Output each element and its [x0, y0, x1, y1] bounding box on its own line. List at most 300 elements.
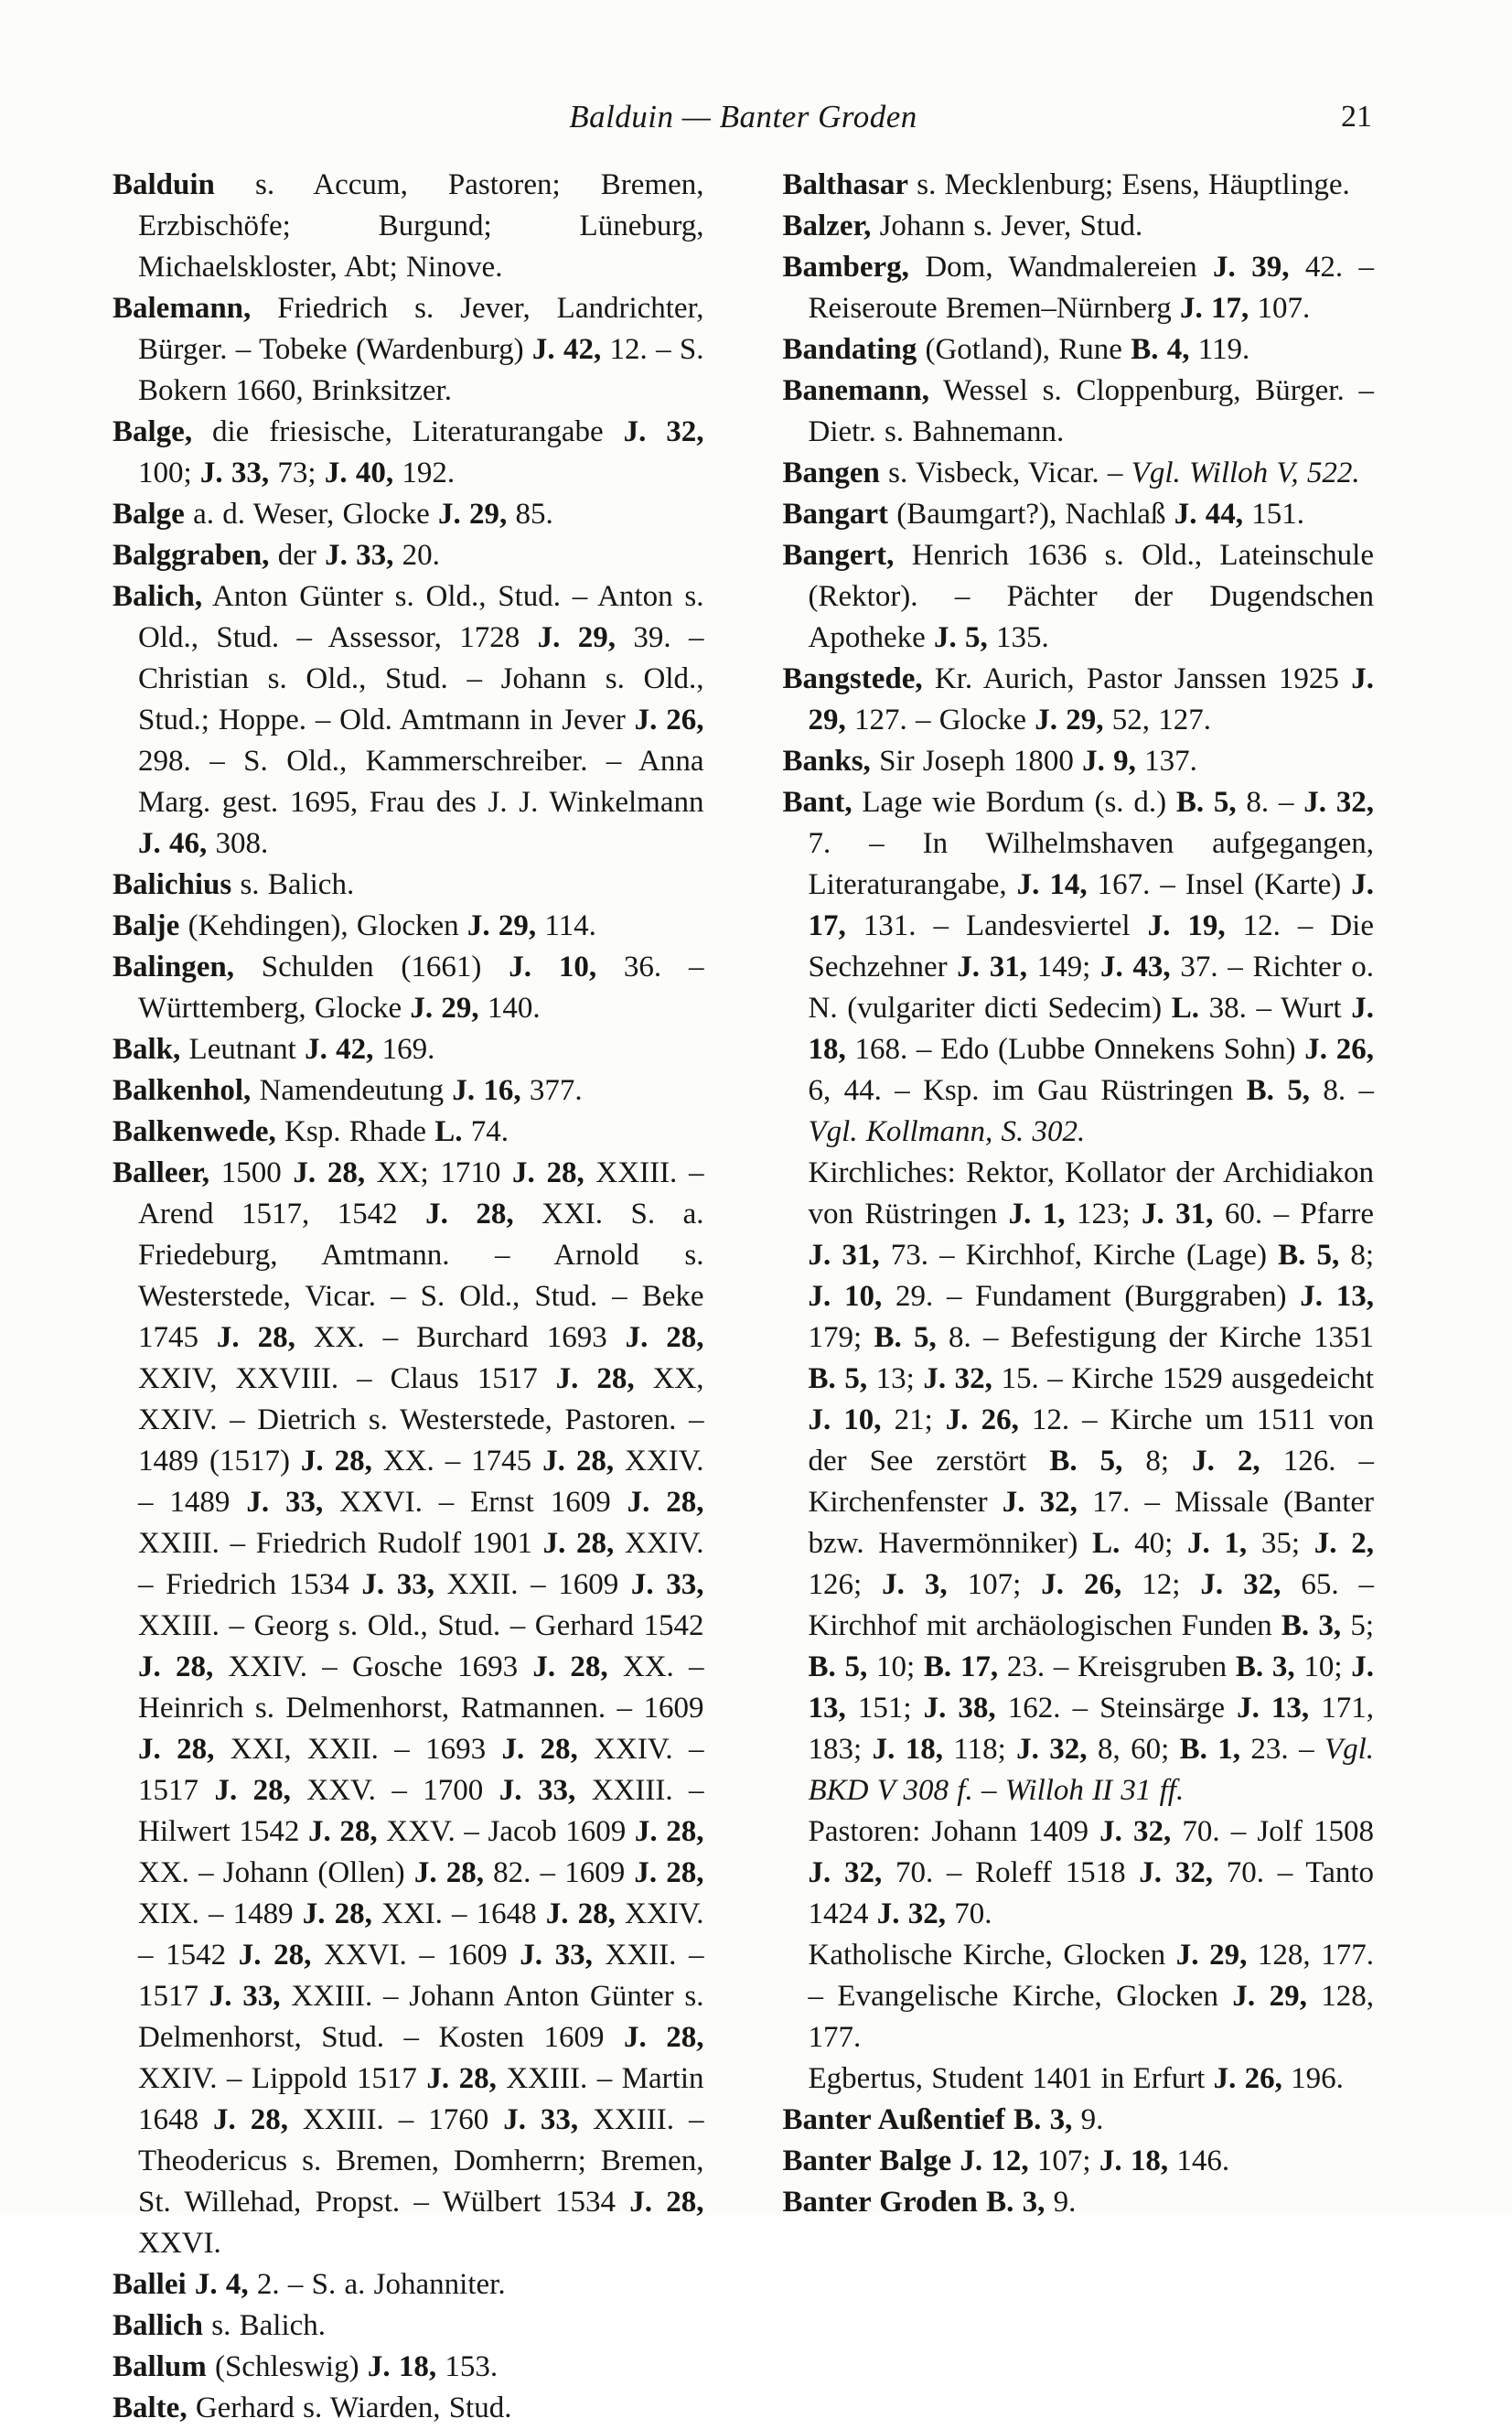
text-run: Balk,: [113, 1033, 181, 1066]
text-run: Johann s. Jever, Stud.: [871, 210, 1143, 242]
text-run: Balje: [113, 909, 180, 942]
text-run: 151;: [845, 1692, 924, 1725]
text-run: B. 5,: [1175, 786, 1237, 819]
text-run: Ballum: [113, 2350, 207, 2383]
text-run: 74.: [462, 1115, 509, 1148]
text-run: Balingen,: [113, 951, 234, 983]
text-run: Vgl. Kollmann, S. 302.: [808, 1115, 1086, 1148]
text-run: Ksp. Rhade: [275, 1115, 435, 1148]
index-entry: [113, 2388, 704, 2429]
text-run: Balkenhol,: [113, 1074, 252, 1107]
text-run: 107;: [947, 1568, 1042, 1601]
text-run: J. 33,: [520, 1939, 593, 1972]
text-run: Balemann,: [113, 292, 252, 325]
text-run: J. 18,: [872, 1733, 943, 1766]
index-entry: [113, 165, 704, 288]
text-run: J. 28,: [542, 1527, 615, 1560]
text-run: Pastoren: Johann 1409: [808, 1815, 1100, 1848]
text-run: Anton Günter s. Old., Stud. – Anton s. Old., Stud. – Assessor, 1728: [138, 580, 704, 654]
text-run: 131. – Landesviertel: [845, 909, 1148, 942]
column-left: [113, 165, 704, 2429]
text-run: J. 28,: [542, 1445, 615, 1478]
text-run: XXIII. – Georg s. Old., Stud. – Gerhard 1542: [138, 1609, 704, 1642]
text-run: J. 29,: [1035, 704, 1104, 736]
text-run: J. 13,: [1300, 1280, 1375, 1313]
text-run: 118;: [942, 1733, 1017, 1766]
text-run: 8;: [1339, 1239, 1375, 1272]
text-run: J. 28,: [634, 1856, 704, 1889]
text-run: 168. – Edo (Lubbe Onnekens Sohn): [845, 1033, 1305, 1066]
text-run: 12. – S. Bokern 1660, Brinksitzer.: [138, 333, 704, 407]
text-run: 10;: [867, 1650, 924, 1683]
text-run: J. 18,: [808, 992, 1374, 1066]
text-run: Kirchliches: Rektor, Kollator der Archidiakon von Rüstringen: [808, 1156, 1374, 1231]
text-run: J. 33,: [503, 2103, 579, 2136]
text-run: 17. – Missale (Banter bzw. Havermönniker): [808, 1486, 1375, 1560]
text-run: XXI. S. a. Friedeburg, Amtmann. – Arnold s. Westerstede, Vicar. – S. Old., Stud. – Beke 1745: [138, 1198, 704, 1354]
text-run: s. Accum, Pastoren; Bremen, Erzbischöfe; Burgund; Lüneburg, Michaelskloster, Abt; Ninove.: [138, 168, 704, 284]
text-run: 9.: [1045, 2186, 1077, 2219]
text-run: 37. – Richter o. N. (vulgariter dicti Sedecim): [808, 951, 1375, 1025]
text-run: J. 40,: [324, 457, 394, 489]
index-entry: [113, 535, 704, 576]
text-run: J. 28,: [413, 1856, 484, 1889]
text-run: 73. – Kirchhof, Kirche (Lage): [879, 1239, 1279, 1272]
text-run: Bamberg,: [782, 251, 909, 284]
text-run: J. 28,: [501, 1733, 578, 1766]
text-run: s. Balich.: [203, 2309, 327, 2342]
text-run: 126. – Kirchenfenster: [808, 1445, 1375, 1519]
text-run: Balge: [113, 498, 185, 531]
index-entry: [783, 2141, 1375, 2182]
text-run: 21;: [881, 1403, 946, 1436]
text-run: J. 28,: [634, 1815, 704, 1848]
text-run: 162. – Steinsärge: [995, 1692, 1238, 1725]
text-run: 9.: [1072, 2103, 1104, 2136]
text-run: XXIII. – Johann Anton Günter s. Delmenhorst, Stud. – Kosten 1609: [138, 1980, 704, 2054]
text-run: J. 9,: [1082, 745, 1136, 778]
text-run: B. 5,: [1049, 1445, 1123, 1478]
text-run: 114.: [536, 909, 596, 942]
text-run: XXIV. – Gosche 1693: [213, 1650, 533, 1683]
text-run: B. 3,: [1281, 1609, 1342, 1642]
text-run: 169.: [373, 1033, 435, 1066]
text-run: J. 13,: [1237, 1692, 1310, 1725]
entry-sub-paragraph: [783, 1153, 1375, 1811]
text-run: 298. – S. Old., Kammerschreiber. – Anna Marg. gest. 1695, Frau des J. J. Winkelmann: [138, 745, 704, 819]
text-run: J. 16,: [452, 1074, 521, 1107]
text-run: J. 28,: [426, 2062, 497, 2095]
text-run: 35;: [1247, 1527, 1314, 1560]
text-run: XX; 1710: [365, 1156, 513, 1189]
text-run: 377.: [520, 1074, 583, 1107]
text-run: die friesische, Literaturangabe: [192, 415, 624, 448]
text-run: (Baumgart?), Nachlaß: [888, 498, 1174, 531]
text-run: J. 1,: [1186, 1527, 1248, 1560]
text-run: J. 32,: [1016, 1733, 1088, 1766]
text-run: B. 17,: [923, 1650, 999, 1683]
text-run: J. 43,: [1099, 951, 1171, 983]
text-run: J. 28,: [214, 1774, 291, 1807]
text-run: 40;: [1120, 1527, 1187, 1560]
text-run: 128, 177. – Evangelische Kirche, Glocken: [808, 1939, 1375, 2013]
text-run: B. 5,: [808, 1650, 868, 1683]
text-run: J. 17,: [808, 868, 1374, 942]
text-run: 146.: [1168, 2144, 1230, 2177]
text-run: J. 1,: [1008, 1198, 1066, 1231]
index-entry: [783, 247, 1375, 329]
text-run: B. 5,: [874, 1321, 937, 1354]
text-run: J. 29,: [437, 498, 508, 531]
text-run: J. 39,: [1213, 251, 1290, 284]
text-run: J. 26,: [1213, 2062, 1282, 2095]
text-run: Ballich: [113, 2309, 204, 2342]
text-run: J. 32,: [1099, 1815, 1172, 1848]
text-run: 196.: [1281, 2062, 1344, 2095]
text-run: 29. – Fundament (Burggraben): [882, 1280, 1301, 1313]
text-run: J. 32,: [923, 1362, 992, 1395]
text-run: Bangart: [782, 498, 888, 531]
text-run: 10;: [1294, 1650, 1352, 1683]
text-run: J. 28,: [216, 1321, 295, 1354]
text-run: J. 28,: [212, 2103, 288, 2136]
text-run: 38. – Wurt: [1199, 992, 1352, 1025]
text-run: B. 5,: [808, 1362, 868, 1395]
text-run: J. 29,: [466, 909, 537, 942]
text-run: J. 31,: [957, 951, 1027, 983]
text-run: 65. – Kirchhof mit archäologischen Funden: [808, 1568, 1375, 1642]
text-run: XXVI. – 1609: [311, 1939, 520, 1972]
text-run: XXVI.: [138, 2227, 221, 2260]
text-run: Bangert,: [782, 539, 895, 572]
text-run: XXIII. – 1760: [287, 2103, 504, 2136]
text-run: 153.: [436, 2350, 499, 2383]
text-run: XXIII. – Hilwert 1542: [138, 1774, 704, 1848]
index-entry: [113, 1153, 704, 2264]
text-run: Banter Groden B. 3,: [782, 2186, 1046, 2219]
index-entry: [783, 659, 1375, 741]
text-run: J. 28,: [555, 1362, 635, 1395]
text-run: XX. – Johann (Ollen): [138, 1856, 414, 1889]
text-run: Bant,: [782, 786, 853, 819]
text-run: J. 33,: [199, 457, 270, 489]
text-run: J. 29,: [537, 621, 617, 654]
text-run: 8;: [1122, 1445, 1193, 1478]
text-run: 140.: [478, 992, 541, 1025]
text-run: J. 32,: [1303, 786, 1375, 819]
text-run: 123;: [1065, 1198, 1142, 1231]
text-run: Banemann,: [782, 374, 929, 407]
text-run: J. 28,: [308, 1815, 378, 1848]
text-run: Banks,: [782, 745, 871, 778]
text-run: J. 33,: [325, 539, 394, 572]
text-run: J. 32,: [1139, 1856, 1214, 1889]
text-run: L.: [1092, 1527, 1121, 1560]
text-run: Namendeutung: [251, 1074, 453, 1107]
text-run: J. 28,: [545, 1897, 616, 1930]
index-columns: [113, 165, 1374, 2429]
text-run: 70.: [946, 1897, 992, 1930]
text-run: J. 29,: [410, 992, 479, 1025]
text-run: der: [269, 539, 326, 572]
text-run: J. 10,: [509, 951, 597, 983]
text-run: Dom, Wandmalereien: [908, 251, 1214, 284]
text-run: B. 1,: [1179, 1733, 1241, 1766]
text-run: (Gotland), Rune: [917, 333, 1131, 366]
text-run: 12;: [1121, 1568, 1201, 1601]
text-run: J. 38,: [923, 1692, 996, 1725]
text-run: B. 4,: [1131, 333, 1190, 366]
text-run: 85.: [507, 498, 553, 531]
text-run: 135.: [987, 621, 1049, 654]
text-run: XXV. – Jacob 1609: [377, 1815, 635, 1848]
text-run: J. 29,: [808, 662, 1374, 736]
text-run: J. 28,: [300, 1445, 372, 1478]
text-run: XXVI. – Ernst 1609: [323, 1486, 627, 1519]
text-run: XX. – 1745: [371, 1445, 543, 1478]
text-run: XXII. – 1517: [138, 1939, 704, 2013]
text-run: J. 29,: [1232, 1980, 1307, 2013]
text-run: J. 28,: [425, 1198, 514, 1231]
text-run: J. 33,: [361, 1568, 434, 1601]
index-entry: [783, 165, 1375, 206]
index-entry: [783, 453, 1375, 494]
text-run: J. 18,: [367, 2350, 437, 2383]
text-run: 60. – Pfarre: [1213, 1198, 1375, 1231]
index-entry: [113, 412, 704, 494]
text-run: 36. – Württemberg, Glocke: [138, 951, 704, 1025]
entry-sub-paragraph: [783, 1811, 1375, 1935]
index-entry: [113, 947, 704, 1029]
text-run: J. 3,: [882, 1568, 948, 1601]
text-run: Friedrich s. Jever, Landrichter, Bürger. – Tobeke (Wardenburg): [138, 292, 704, 366]
index-entry: [113, 288, 704, 412]
column-right: [783, 165, 1375, 2429]
text-run: 8. –: [1236, 786, 1304, 819]
text-run: Balduin: [113, 168, 215, 201]
text-run: 70. – Tanto 1424: [808, 1856, 1375, 1930]
text-run: J. 13,: [808, 1650, 1375, 1725]
text-run: XXIV. – Friedrich 1534: [138, 1527, 704, 1601]
text-run: J. 32,: [876, 1897, 946, 1930]
text-run: 12. – Kirche um 1511 von der See zerstört: [808, 1403, 1375, 1478]
text-run: XXIV, XXVIII. – Claus 1517: [138, 1362, 556, 1395]
text-run: J. 2,: [1314, 1527, 1375, 1560]
text-run: 171, 183;: [808, 1692, 1374, 1766]
text-run: XXV. – 1700: [290, 1774, 499, 1807]
text-run: J. 29,: [1175, 1939, 1248, 1972]
text-run: XXIII. – Arend 1517, 1542: [138, 1156, 704, 1231]
index-entry: [113, 2347, 704, 2388]
index-entry: [783, 329, 1375, 371]
index-entry: [113, 2264, 704, 2305]
text-run: J. 32,: [623, 415, 704, 448]
text-run: XXII. – 1609: [434, 1568, 631, 1601]
index-entry: [113, 865, 704, 906]
text-run: Ballei J. 4,: [113, 2268, 249, 2301]
text-run: XXIII. – Friedrich Rudolf 1901: [138, 1527, 543, 1560]
text-run: Schulden (1661): [233, 951, 509, 983]
text-run: J. 42,: [305, 1033, 374, 1066]
entry-sub-paragraph: [783, 1935, 1375, 2058]
text-run: 126;: [808, 1568, 883, 1601]
index-entry: [783, 206, 1375, 247]
text-run: J. 32,: [1200, 1568, 1281, 1601]
text-run: XXIV. – 1489: [138, 1445, 704, 1519]
text-run: J. 28,: [138, 1650, 214, 1683]
text-run: a. d. Weser, Glocke: [184, 498, 438, 531]
text-run: J. 31,: [1142, 1198, 1214, 1231]
text-run: 2. – S. a. Johanniter.: [248, 2268, 506, 2301]
text-run: XXIV. – 1542: [138, 1897, 704, 1972]
text-run: XXIV. – Lippold 1517: [138, 2062, 427, 2095]
text-run: L.: [434, 1115, 463, 1148]
text-run: 149;: [1026, 951, 1100, 983]
text-run: Balich,: [113, 580, 203, 613]
text-run: B. 5,: [1246, 1074, 1311, 1107]
text-run: J. 28,: [627, 1486, 704, 1519]
text-run: 179;: [808, 1321, 874, 1354]
text-run: Balge,: [113, 415, 193, 448]
text-run: 52, 127.: [1103, 704, 1212, 736]
text-run: J. 46,: [138, 827, 208, 860]
text-run: Henrich 1636 s. Old., Lateinschule (Rektor). – Pächter der Dugendschen Apotheke: [808, 539, 1374, 654]
text-run: XX, XXIV. – Dietrich s. Westerstede, Pastoren. – 1489 (1517): [138, 1362, 704, 1478]
text-run: Egbertus, Student 1401 in Erfurt: [808, 2062, 1214, 2095]
text-run: J. 28,: [302, 1897, 372, 1930]
text-run: 70. – Roleff 1518: [882, 1856, 1140, 1889]
index-entry: [783, 371, 1375, 453]
text-run: Balthasar: [782, 168, 909, 201]
text-run: 107;: [1028, 2144, 1099, 2177]
index-entry: [783, 2182, 1375, 2223]
text-run: J. 33,: [630, 1568, 704, 1601]
text-run: J. 2,: [1192, 1445, 1260, 1478]
text-run: J. 32,: [1002, 1486, 1078, 1519]
text-run: 8, 60;: [1087, 1733, 1180, 1766]
text-run: 13;: [867, 1362, 924, 1395]
index-entry: [113, 906, 704, 947]
text-run: 15. – Kirche 1529 ausgedeicht: [992, 1362, 1374, 1395]
text-run: B. 5,: [1278, 1239, 1340, 1272]
text-run: 23. –: [1240, 1733, 1324, 1766]
text-run: Leutnant: [180, 1033, 306, 1066]
text-run: J. 44,: [1174, 498, 1243, 531]
text-run: XXIV. – 1517: [138, 1733, 704, 1807]
text-run: 167. – Insel (Karte): [1087, 868, 1352, 901]
text-run: 39. – Christian s. Old., Stud. – Johann s. Old., Stud.; Hoppe. – Old. Amtmann in Jever: [138, 621, 704, 736]
text-run: XX. – Heinrich s. Delmenhorst, Ratmannen. – 1609: [138, 1650, 704, 1725]
text-run: J. 32,: [808, 1856, 883, 1889]
text-run: 107.: [1249, 292, 1311, 325]
text-run: XX. – Burchard 1693: [295, 1321, 626, 1354]
text-run: 82. – 1609: [483, 1856, 635, 1889]
text-run: Bangstede,: [782, 662, 923, 695]
text-run: 73;: [269, 457, 325, 489]
text-run: J. 31,: [808, 1239, 880, 1272]
text-run: Vgl. BKD V 308 f. – Willoh II 31 ff.: [808, 1733, 1375, 1807]
index-entry: [113, 1112, 704, 1153]
text-run: Gerhard s. Wiarden, Stud.: [187, 2391, 512, 2424]
text-run: Wessel s. Cloppenburg, Bürger. – Dietr. s. Bahnemann.: [808, 374, 1374, 448]
running-head: [113, 95, 1374, 139]
text-run: Banter Balge J. 12,: [782, 2144, 1029, 2177]
text-run: Balichius: [113, 868, 232, 901]
text-run: 5;: [1341, 1609, 1375, 1642]
text-run: J. 33,: [209, 1980, 281, 2013]
text-run: 12. – Die Sechzehner: [808, 909, 1374, 983]
index-entry: [113, 1070, 704, 1112]
page-number: 21: [1341, 100, 1372, 134]
text-run: Bandating: [782, 333, 917, 366]
text-run: XXI, XXII. – 1693: [214, 1733, 502, 1766]
text-run: Sir Joseph 1800: [870, 745, 1083, 778]
text-run: J. 10,: [808, 1280, 883, 1313]
text-run: Balzer,: [782, 210, 872, 242]
text-run: J. 28,: [238, 1939, 312, 1972]
text-run: 42. – Reiseroute Bremen–Nürnberg: [808, 251, 1375, 325]
text-run: 23. – Kreisgruben: [998, 1650, 1236, 1683]
index-entry: [113, 2305, 704, 2347]
entry-sub-paragraph: [783, 2058, 1375, 2100]
text-run: J. 19,: [1147, 909, 1226, 942]
text-run: (Schleswig): [206, 2350, 368, 2383]
index-entry: [783, 741, 1375, 782]
text-run: XIX. – 1489: [138, 1897, 303, 1930]
text-run: 100;: [138, 457, 200, 489]
text-run: J. 26,: [945, 1403, 1019, 1436]
text-run: Balte,: [113, 2391, 188, 2424]
text-run: s. Visbeck, Vicar. –: [879, 457, 1131, 489]
index-entry: [783, 535, 1375, 659]
index-entry: [113, 1029, 704, 1070]
text-run: J. 26,: [1304, 1033, 1374, 1066]
text-run: XXI. – 1648: [371, 1897, 546, 1930]
text-run: 137.: [1135, 745, 1197, 778]
text-run: J. 28,: [138, 1733, 215, 1766]
text-run: J. 28,: [625, 1321, 704, 1354]
text-run: B. 3,: [1235, 1650, 1295, 1683]
text-run: J. 33,: [246, 1486, 324, 1519]
text-run: Lage wie Bordum (s. d.): [852, 786, 1176, 819]
text-run: 128, 177.: [808, 1980, 1375, 2054]
text-run: J. 10,: [808, 1403, 882, 1436]
text-run: J. 5,: [934, 621, 988, 654]
text-run: J. 28,: [629, 2186, 704, 2219]
text-run: J. 33,: [499, 1774, 576, 1807]
text-run: J. 28,: [293, 1156, 366, 1189]
index-entry: [783, 494, 1375, 535]
text-run: Katholische Kirche, Glocken: [808, 1939, 1176, 1972]
index-entry: [113, 576, 704, 865]
text-run: Balkenwede,: [113, 1115, 276, 1148]
text-run: J. 14,: [1016, 868, 1088, 901]
index-entry: [113, 494, 704, 535]
text-run: Vgl. Willoh V, 522.: [1131, 457, 1360, 489]
text-run: J. 26,: [634, 704, 704, 736]
text-run: XXIII. – Theodericus s. Bremen, Domherrn; Bremen, St. Willehad, Propst. – Wülbert 1534: [138, 2103, 704, 2219]
text-run: Bangen: [782, 457, 880, 489]
index-entry: [783, 2100, 1375, 2141]
text-run: 8. –: [1310, 1074, 1374, 1107]
text-run: 70. – Jolf 1508: [1171, 1815, 1374, 1848]
text-run: 7. – In Wilhelmshaven aufgegangen, Literaturangabe,: [808, 827, 1374, 901]
text-run: 1500: [209, 1156, 294, 1189]
text-run: J. 42,: [531, 333, 602, 366]
text-run: J. 28,: [512, 1156, 584, 1189]
text-run: 119.: [1189, 333, 1250, 366]
text-run: L.: [1171, 992, 1199, 1025]
